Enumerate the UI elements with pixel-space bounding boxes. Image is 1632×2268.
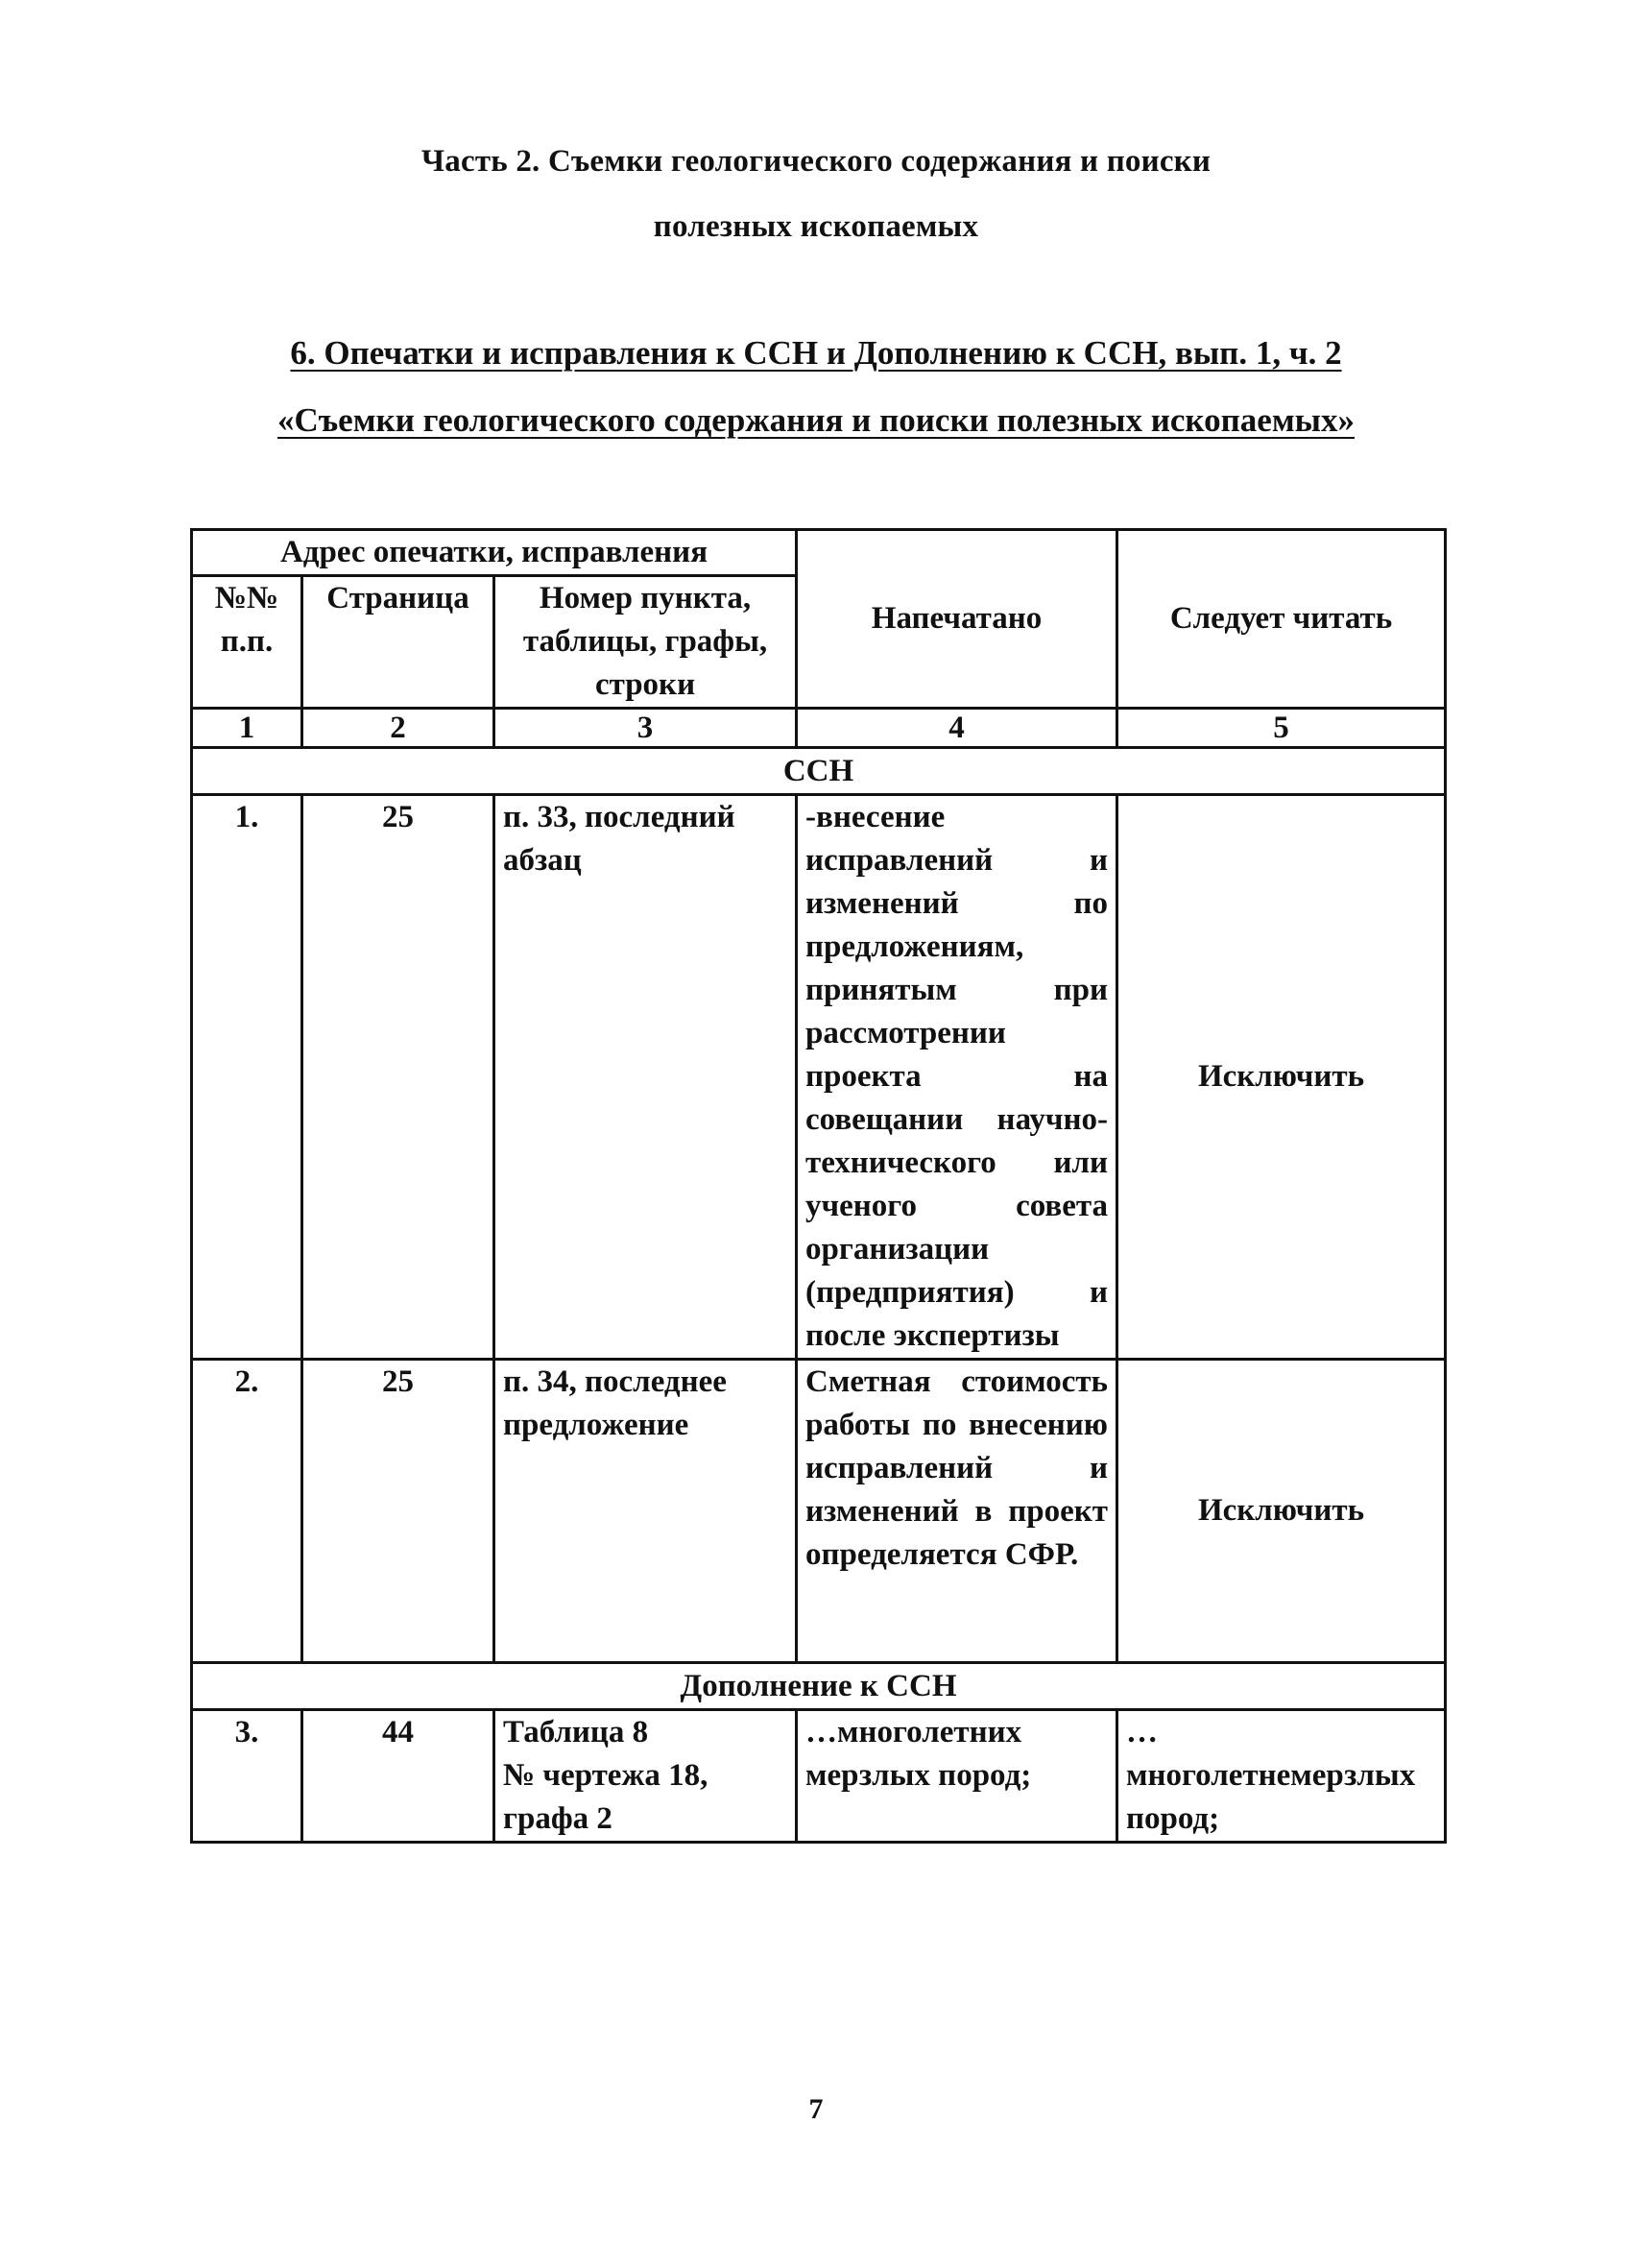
- row-correct: Исключить: [1117, 1360, 1446, 1663]
- header-page: Страница: [302, 576, 494, 709]
- row-page: 25: [302, 1360, 494, 1663]
- row-printed: -внесение исправлений и изменений по предложениям, принятым при рассмотрении проекта на совещании научно-технического или ученого совета организации (предприятия) и после экспертизы: [797, 795, 1117, 1360]
- row-printed: Сметная стоимость работы по внесению исправлений и изменений в проект определяется СФР.: [797, 1360, 1117, 1663]
- row-correct: … многолетнемерзлых пород;: [1117, 1710, 1446, 1843]
- row-item: [494, 1710, 797, 1843]
- header-item: Номер пункта, таблицы, графы, строки: [494, 576, 797, 709]
- header-number: №№ п.п.: [192, 576, 302, 709]
- column-number: 4: [797, 709, 1117, 748]
- table-row: [192, 1710, 1446, 1843]
- part-heading-line-2: полезных ископаемых: [653, 209, 979, 244]
- row-item-line-2: № чертежа 18, графа 2: [503, 1758, 708, 1836]
- section-row-supplement: [192, 1663, 1446, 1710]
- column-number: 5: [1117, 709, 1446, 748]
- row-number: 2.: [192, 1360, 302, 1663]
- row-number: 3.: [192, 1710, 302, 1843]
- section-title: ССН: [192, 748, 1446, 795]
- row-correct: Исключить: [1117, 795, 1446, 1360]
- column-number: 1: [192, 709, 302, 748]
- section-row-ssn: [192, 748, 1446, 795]
- row-number: 1.: [192, 795, 302, 1360]
- row-printed: …многолетних мерзлых пород;: [797, 1710, 1117, 1843]
- part-heading-line-1: Часть 2. Съемки геологического содержания и поиски: [420, 144, 1212, 179]
- row-page: 25: [302, 795, 494, 1360]
- column-number: 3: [494, 709, 797, 748]
- table-row: [192, 795, 1446, 1360]
- column-number-row: [192, 709, 1446, 748]
- row-item: п. 34, последнее предложение: [494, 1360, 797, 1663]
- row-item-line-1: Таблица 8: [503, 1715, 649, 1749]
- page-number: 7: [808, 2093, 824, 2125]
- row-page: 44: [302, 1710, 494, 1843]
- table-header-row: [192, 530, 1446, 576]
- table-row: [192, 1360, 1446, 1663]
- header-address-group: Адрес опечатки, исправления: [192, 530, 797, 576]
- header-correct: Следует читать: [1117, 530, 1446, 709]
- errata-table: [190, 528, 1447, 1844]
- section-title: Дополнение к ССН: [192, 1663, 1446, 1710]
- row-item: п. 33, последний абзац: [494, 795, 797, 1360]
- section-title-line-2: «Съемки геологического содержания и поиски полезных ископаемых»: [277, 401, 1355, 439]
- header-printed: Напечатано: [797, 530, 1117, 709]
- section-title-line-1: 6. Опечатки и исправления к ССН и Дополнению к ССН, вып. 1, ч. 2: [290, 334, 1342, 372]
- column-number: 2: [302, 709, 494, 748]
